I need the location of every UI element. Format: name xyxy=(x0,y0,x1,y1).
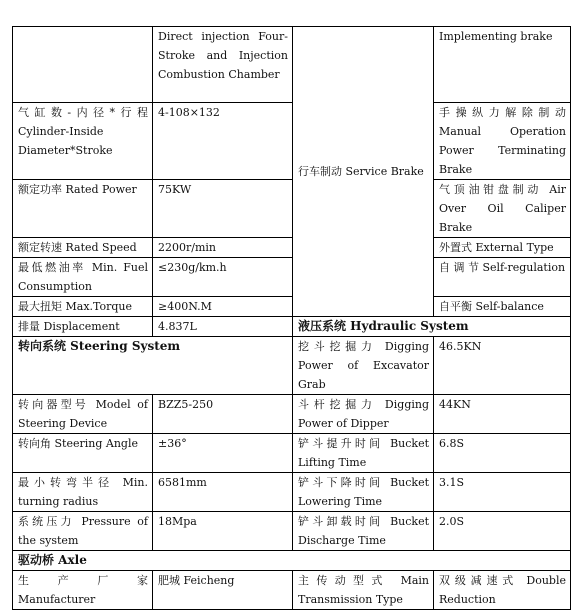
table-cell: 44KN xyxy=(434,395,571,434)
table-row xyxy=(13,238,571,258)
table-cell: 铲斗提升时间 Bucket Lifting Time xyxy=(293,434,434,473)
section-heading: 驱动桥 Axle xyxy=(13,551,571,571)
table-cell: Implementing brake xyxy=(434,27,571,103)
table-cell: 6581mm xyxy=(153,473,293,512)
table-cell: 系统压力 Pressure of the system xyxy=(13,512,153,551)
table-cell: 46.5KN xyxy=(434,337,571,395)
table-cell: BZZ5-250 xyxy=(153,395,293,434)
table-cell: 2200r/min xyxy=(153,238,293,258)
table-cell: 手操纵力解除制动 Manual Operation Power Terminating Brake xyxy=(434,103,571,180)
table-cell: 挖斗挖掘力 Digging Power of Excavator Grab xyxy=(293,337,434,395)
table-cell: 排量 Displacement xyxy=(13,317,153,337)
table-cell: ≥400N.M xyxy=(153,297,293,317)
table-row xyxy=(13,473,571,512)
table-cell: 75KW xyxy=(153,180,293,238)
table-cell: ±36° xyxy=(153,434,293,473)
table-cell: 斗杆挖掘力 Digging Power of Dipper xyxy=(293,395,434,434)
table-cell: 铲斗下降时间 Bucket Lowering Time xyxy=(293,473,434,512)
table-row xyxy=(13,180,571,238)
table-cell xyxy=(13,27,153,103)
table-cell: 肥城 Feicheng xyxy=(153,571,293,610)
table-cell: 转向器型号 Model of Steering Device xyxy=(13,395,153,434)
table-cell: 4.837L xyxy=(153,317,293,337)
table-cell: 自 调 节 Self-regulation xyxy=(434,258,571,297)
table-row xyxy=(13,297,571,317)
table-cell: 双级减速式 Double Reduction xyxy=(434,571,571,610)
table-cell: 外置式 External Type xyxy=(434,238,571,258)
table-cell: 额定功率 Rated Power xyxy=(13,180,153,238)
table-row xyxy=(13,434,571,473)
table-row xyxy=(13,317,571,337)
table-cell: 最小转弯半径 Min. turning radius xyxy=(13,473,153,512)
table-row xyxy=(13,337,571,395)
table-row xyxy=(13,258,571,297)
table-cell: 行车制动 Service Brake xyxy=(293,27,434,317)
section-heading: 转向系统 Steering System xyxy=(13,337,293,395)
table-row xyxy=(13,571,571,610)
table-row xyxy=(13,512,571,551)
table-cell: 3.1S xyxy=(434,473,571,512)
table-cell: 最低燃油率 Min. Fuel Consumption xyxy=(13,258,153,297)
table-cell: 额定转速 Rated Speed xyxy=(13,238,153,258)
table-cell: 气缸数-内径*行程 Cylinder-Inside Diameter*Stroke xyxy=(13,103,153,180)
table-row xyxy=(13,395,571,434)
table-row xyxy=(13,551,571,571)
table-row xyxy=(13,103,571,180)
table-cell: 2.0S xyxy=(434,512,571,551)
table-cell: 18Mpa xyxy=(153,512,293,551)
table-cell: 主传动型式 Main Transmission Type xyxy=(293,571,434,610)
table-cell: Direct injection Four-Stroke and Injection Combustion Chamber xyxy=(153,27,293,103)
table-cell: 铲斗卸载时间 Bucket Discharge Time xyxy=(293,512,434,551)
table-cell: ≤230g/km.h xyxy=(153,258,293,297)
table-cell: 气顶油钳盘制动 Air Over Oil Caliper Brake xyxy=(434,180,571,238)
table-row xyxy=(13,27,571,103)
table-cell: 4-108×132 xyxy=(153,103,293,180)
table-cell: 最大扭矩 Max.Torque xyxy=(13,297,153,317)
table-cell: 6.8S xyxy=(434,434,571,473)
table-cell: 生 产 厂 家 Manufacturer xyxy=(13,571,153,610)
table-cell: 转向角 Steering Angle xyxy=(13,434,153,473)
section-heading: 液压系统 Hydraulic System xyxy=(293,317,571,337)
spec-table xyxy=(12,26,571,610)
table-cell: 自平衡 Self-balance xyxy=(434,297,571,317)
